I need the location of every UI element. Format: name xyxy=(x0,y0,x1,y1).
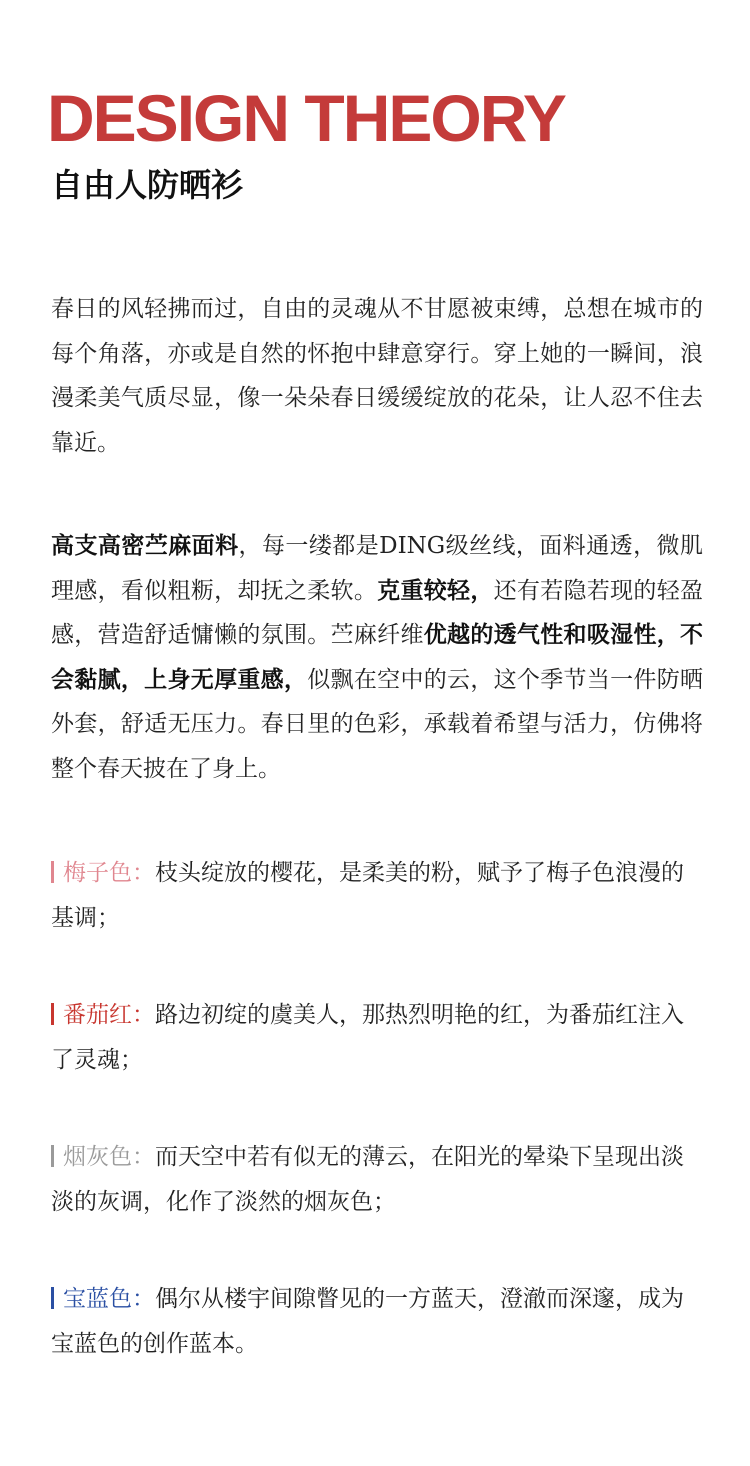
color-label-tomato-red: 番茄红： xyxy=(63,1002,155,1028)
color-label-smoke-gray: 烟灰色： xyxy=(63,1144,155,1170)
color-item-smoke-gray xyxy=(51,1135,703,1224)
color-marker-tomato-red xyxy=(51,1003,54,1025)
design-theory-title: DESIGN THEORY xyxy=(47,81,565,155)
fabric-text-2: 还有若隐若现的轻盈感，营造舒适慵懒的氛围。苎麻纤维 xyxy=(51,577,704,648)
color-desc-plum: 枝头绽放的樱花，是柔美的粉，赋予了梅子色浪漫的基调； xyxy=(51,860,684,931)
fabric-text-1: ，每一缕都是DING级丝线，面料通透，微肌理感，看似粗粝，却抚之柔软。 xyxy=(51,533,703,604)
color-desc-smoke-gray: 而天空中若有似无的薄云，在阳光的晕染下呈现出淡淡的灰调，化作了淡然的烟灰色； xyxy=(51,1144,684,1215)
fabric-text-3: 似飘在空中的云，这个季节当一件防晒外套，舒适无压力。春日里的色彩，承载着希望与活力，仿佛将整个春天披在了身上。 xyxy=(51,666,704,782)
color-label-royal-blue: 宝蓝色： xyxy=(63,1286,155,1312)
color-desc-royal-blue: 偶尔从楼宇间隙瞥见的一方蓝天，澄澈而深邃，成为宝蓝色的创作蓝本。 xyxy=(51,1286,684,1357)
product-name: 自由人防晒衫 xyxy=(51,166,244,204)
fabric-highlight-3: 优越的透气性和吸湿性，不会黏腻，上身无厚重感， xyxy=(51,621,704,693)
color-item-royal-blue xyxy=(51,1277,703,1366)
color-item-tomato-red xyxy=(51,993,703,1082)
color-marker-royal-blue xyxy=(51,1287,54,1309)
color-desc-tomato-red: 路边初绽的虞美人，那热烈明艳的红，为番茄红注入了灵魂； xyxy=(51,1002,684,1073)
fabric-highlight-2: 克重较轻， xyxy=(377,576,494,604)
color-marker-smoke-gray xyxy=(51,1145,54,1167)
fabric-highlight-1: 高支高密苎麻面料 xyxy=(51,532,239,559)
color-label-plum: 梅子色： xyxy=(63,860,155,886)
color-item-plum xyxy=(51,851,703,940)
color-marker-plum xyxy=(51,861,54,883)
intro-paragraph: 春日的风轻拂而过，自由的灵魂从不甘愿被束缚，总想在城市的每个角落，亦或是自然的怀抱中肆意穿行。穿上她的一瞬间，浪漫柔美气质尽显，像一朵朵春日缓缓绽放的花朵，让人忍不住去靠近。 xyxy=(51,296,703,456)
fabric-paragraph xyxy=(51,524,703,791)
